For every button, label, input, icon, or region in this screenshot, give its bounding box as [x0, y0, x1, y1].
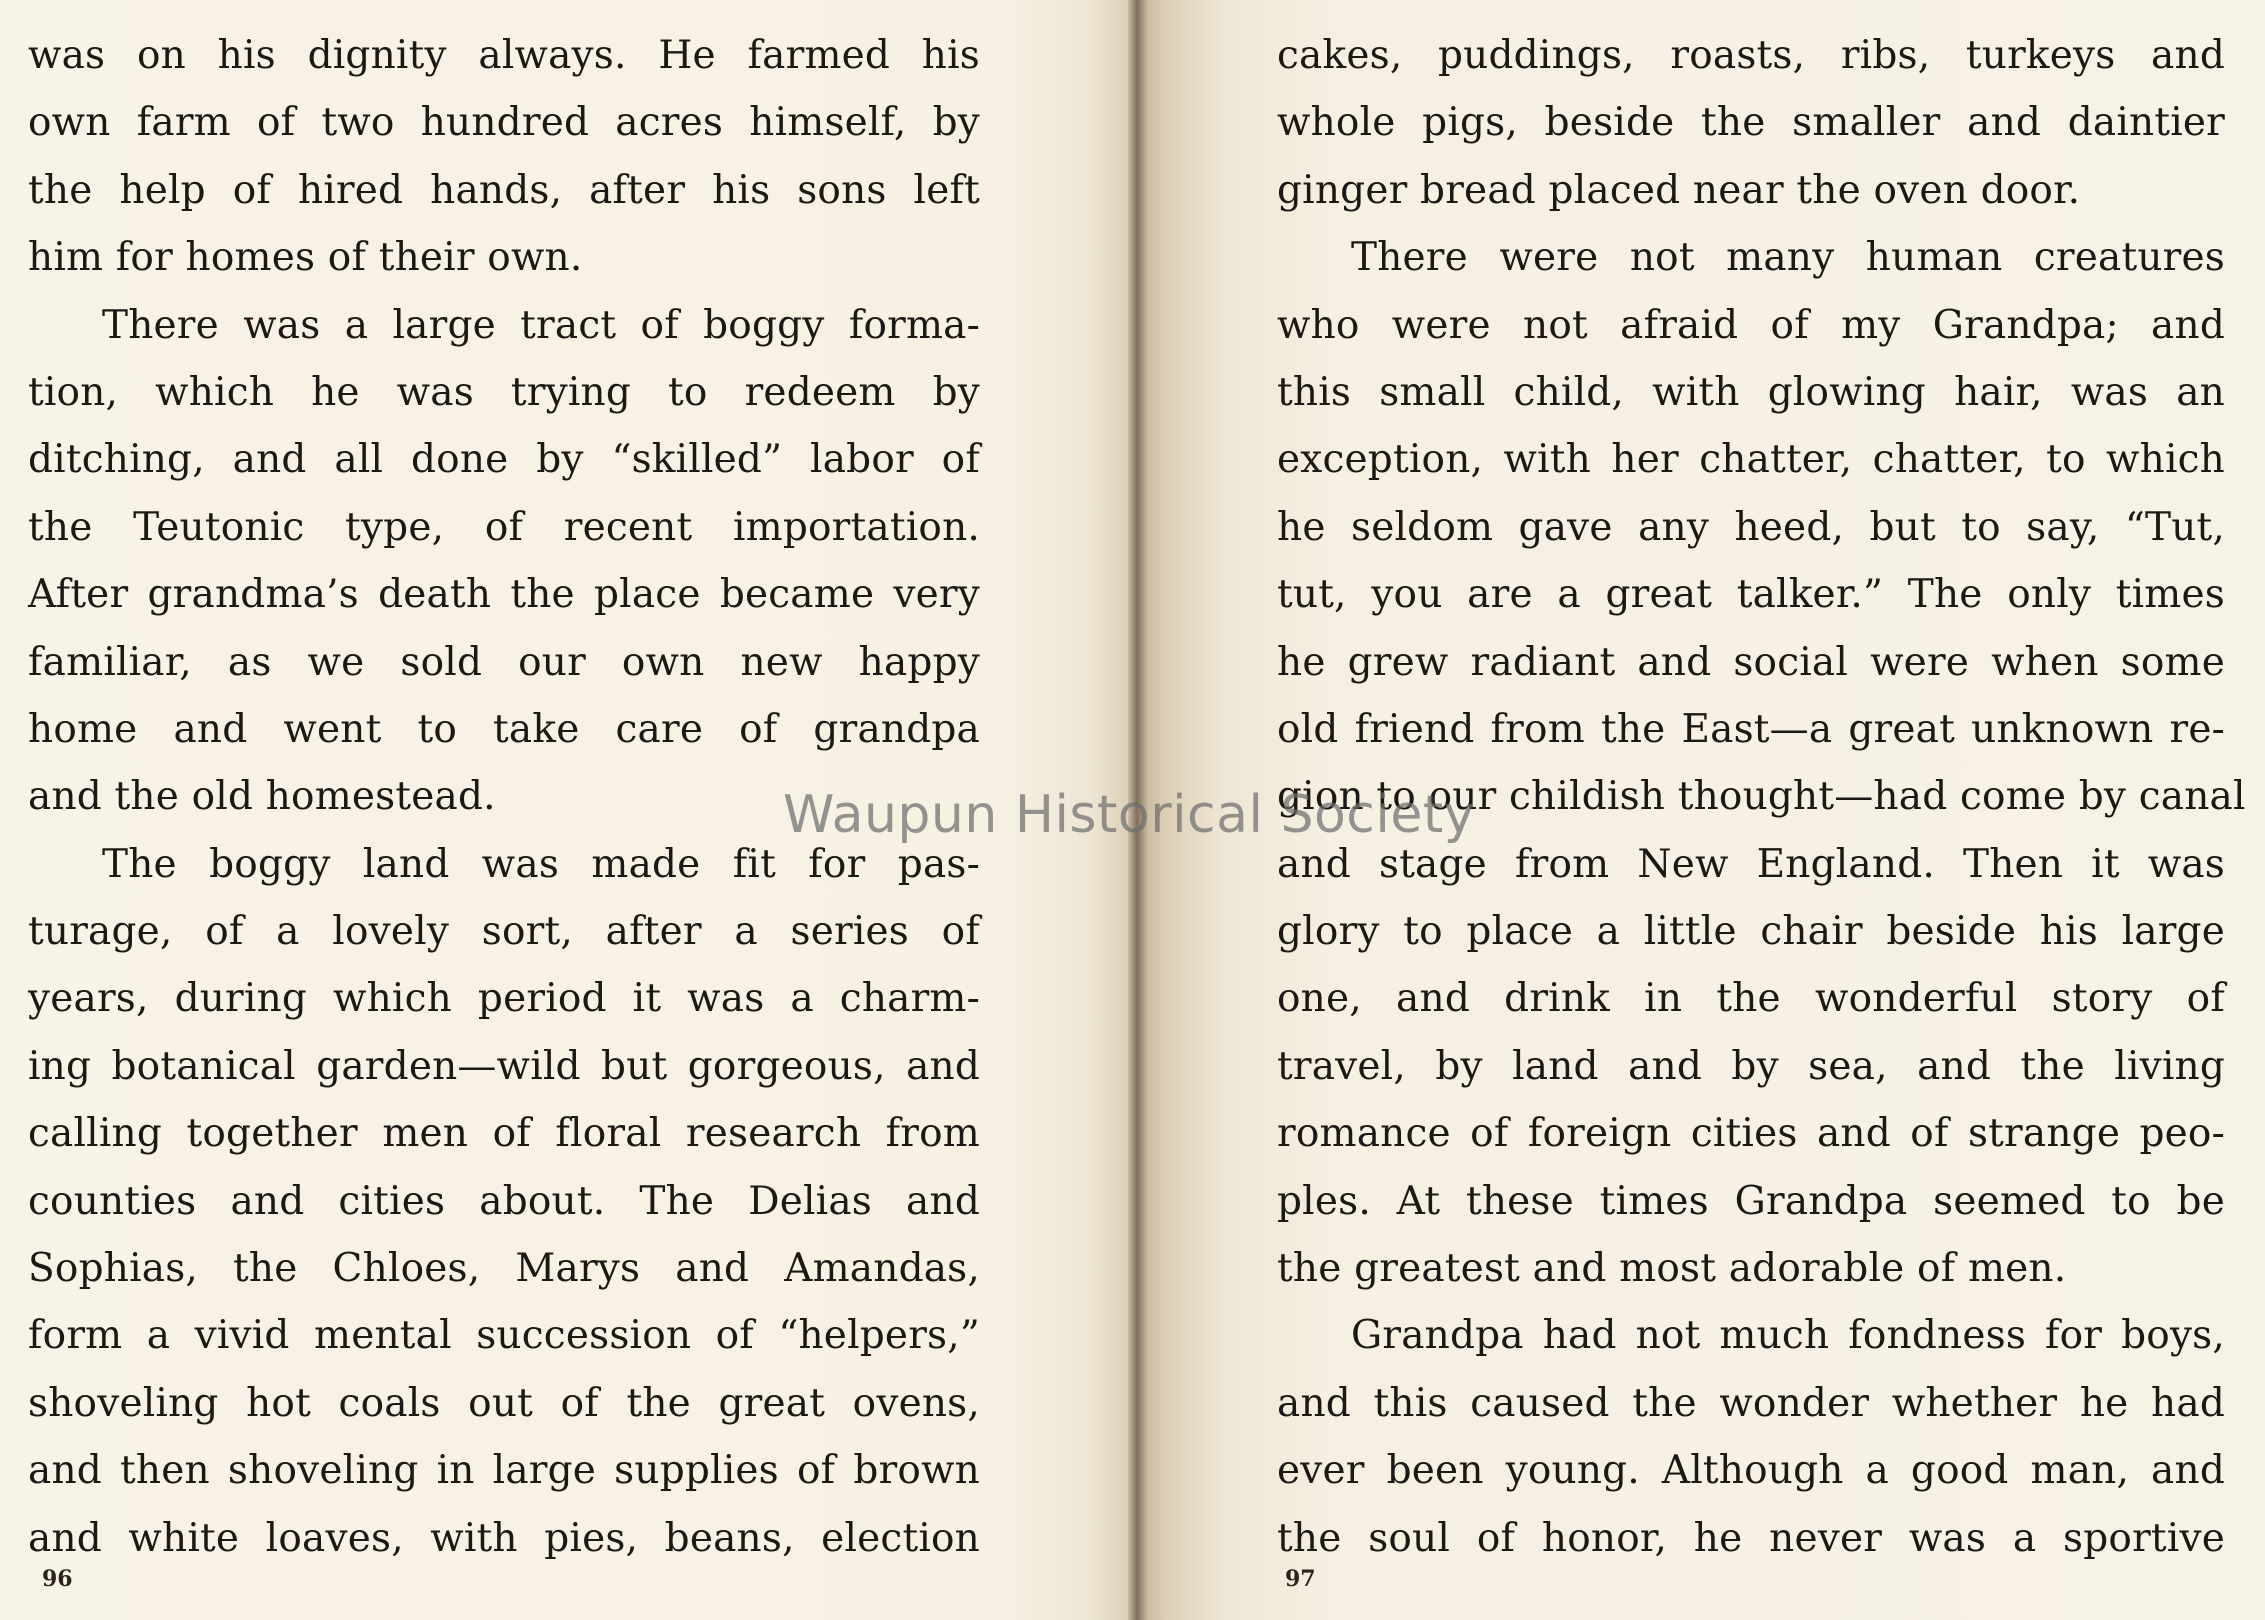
text-line: old friend from the East—a great unknown re-: [1277, 706, 2225, 752]
text-line: this small child, with glowing hair, was an: [1277, 369, 2225, 415]
text-line: ing botanical garden—wild but gorgeous, and: [28, 1043, 980, 1089]
text-line: familiar, as we sold our own new happy: [28, 639, 980, 685]
text-line: exception, with her chatter, chatter, to which: [1277, 437, 2225, 483]
text-line: whole pigs, beside the smaller and daintier: [1277, 100, 2225, 146]
text-line: There was a large tract of boggy forma-: [102, 302, 980, 348]
text-line: who were not afraid of my Grandpa; and: [1277, 302, 2225, 348]
text-line: and white loaves, with pies, beans, election: [28, 1515, 980, 1561]
text-line: tut, you are a great talker.” The only times: [1277, 572, 2225, 618]
text-line: tion, which he was trying to redeem by: [28, 369, 980, 415]
book-gutter: [1128, 0, 1148, 1620]
text-line: and this caused the wonder whether he had: [1277, 1380, 2225, 1426]
text-line: he seldom gave any heed, but to say, “Tut,: [1277, 504, 2225, 550]
text-line: Grandpa had not much fondness for boys,: [1351, 1313, 2225, 1359]
right-page-text: [1277, 22, 2246, 1572]
text-line: years, during which period it was a charm-: [28, 976, 980, 1022]
left-page-text: [28, 22, 980, 1572]
text-line: the soul of honor, he never was a sportive: [1277, 1515, 2225, 1561]
text-line: travel, by land and by sea, and the living: [1277, 1043, 2225, 1089]
right-page: [1135, 0, 2265, 1620]
text-line: ever been young. Although a good man, and: [1277, 1448, 2225, 1494]
text-line: counties and cities about. The Delias and: [28, 1178, 980, 1224]
text-line: and the old homestead.: [28, 774, 496, 820]
text-line: glory to place a little chair beside his large: [1277, 909, 2225, 955]
text-line: the Teutonic type, of recent importation.: [28, 504, 980, 550]
text-line: own farm of two hundred acres himself, by: [28, 100, 980, 146]
left-page-number: 96: [42, 1566, 73, 1592]
text-line: Sophias, the Chloes, Marys and Amandas,: [28, 1246, 980, 1292]
text-line: he grew radiant and social were when some: [1277, 639, 2225, 685]
text-line: cakes, puddings, roasts, ribs, turkeys and: [1277, 33, 2225, 78]
text-line: the greatest and most adorable of men.: [1277, 1246, 2067, 1292]
text-line: turage, of a lovely sort, after a series of: [28, 909, 980, 955]
text-line: ditching, and all done by “skilled” labor of: [28, 437, 980, 483]
watermark: Waupun Historical Society: [783, 785, 1475, 845]
text-line: ginger bread placed near the oven door.: [1277, 167, 2081, 213]
text-line: was on his dignity always. He farmed his: [28, 33, 980, 78]
text-line: calling together men of floral research from: [28, 1111, 980, 1157]
text-line: After grandma’s death the place became very: [28, 572, 980, 618]
right-page-number: 97: [1285, 1566, 1316, 1592]
text-line: There were not many human creatures: [1351, 235, 2225, 281]
text-line: and stage from New England. Then it was: [1277, 841, 2225, 887]
text-line: form a vivid mental succession of “helpers,”: [28, 1313, 980, 1359]
text-line: the help of hired hands, after his sons left: [28, 167, 980, 213]
text-line: shoveling hot coals out of the great ovens,: [28, 1380, 980, 1426]
text-line: one, and drink in the wonderful story of: [1277, 976, 2225, 1022]
text-line: The boggy land was made fit for pas-: [102, 841, 980, 887]
text-line: home and went to take care of grandpa: [28, 706, 980, 752]
text-line: and then shoveling in large supplies of brown: [28, 1448, 980, 1494]
text-line: gion to our childish thought—had come by canal: [1277, 774, 2246, 820]
text-line: him for homes of their own.: [28, 235, 583, 281]
text-line: romance of foreign cities and of strange peo-: [1277, 1111, 2225, 1157]
text-line: ples. At these times Grandpa seemed to be: [1277, 1178, 2225, 1224]
